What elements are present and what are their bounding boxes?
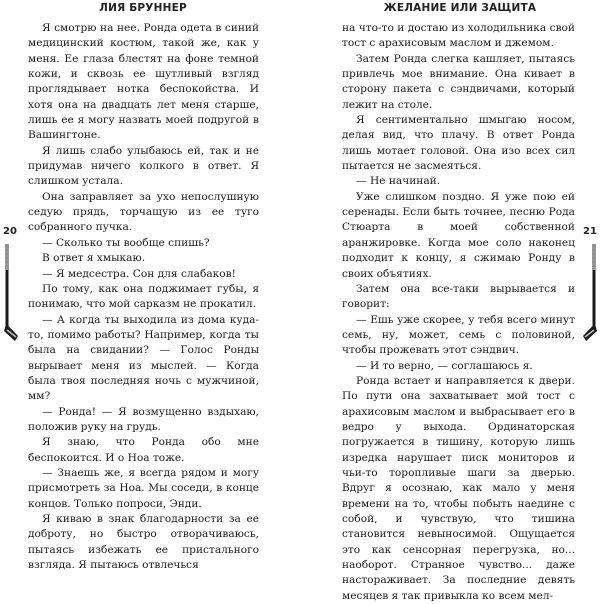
paragraph: Ронда встает и направляется к двери. По пути она захватывает мой тост с арахисовым маслом и выбрасывает его в ведро у выхода. Ординаторская погружается в тишину, которую лишь изредка нарушает писк мониторов и чьи-то торопливые шаги за дверью. Вдруг я осознаю, как мало у меня времени на то, чтобы побыть наедине с собой, и чувствую, что тишина становится невыносимой. Ощущается это как сенсорная перегрузка, но... наоборот. Странное чувство... даже настораживает. За последние девять месяцев я так привыкла ко всем мел- xyxy=(342,374,575,602)
left-page xyxy=(0,0,300,572)
paragraph: Затем она все-таки вырывается и говорит: xyxy=(342,282,575,311)
page-body-text xyxy=(342,21,575,604)
paragraph: — Я медсестра. Сон для слабаков! xyxy=(42,267,236,280)
running-head-title: ЖЕЛАНИЕ ИЛИ ЗАЩИТА xyxy=(383,2,537,14)
page-number: 21 xyxy=(583,226,597,237)
paragraph: — Ешь уже скорее, у тебя всего минут семь, ну, может, семь с половиной, чтобы прожевать этот сэндвич. xyxy=(342,313,575,357)
paragraph: — И то верно, — соглашаюсь я. xyxy=(356,359,533,372)
paragraph: В ответ я хмыкаю. xyxy=(42,252,146,265)
right-page xyxy=(300,0,600,602)
paragraph: Уже слишком поздно. Я уже пою ей серенады. Если быть точнее, песню Рода Стюарта в моей собственной аранжировке. Когда мое соло наконец подходит к концу, я сжимаю Ронду в своих объятиях. xyxy=(342,190,575,280)
running-head-author: ЛИЯ БРУННЕР xyxy=(99,2,187,14)
paragraph: — Ронда! — Я возмущенно вздыхаю, положив руку на грудь. xyxy=(28,405,259,433)
paragraph: Я лишь слабо улыбаюсь ей, так и не придумав ничего колкого в ответ. Я слишком устала. xyxy=(28,144,259,188)
paragraph: Затем Ронда слегка кашляет, пытаясь привлечь мое внимание. Она кивает в сторону пакета с сэндвичами, который лежит на столе. xyxy=(342,52,575,111)
paragraph: Она заправляет за ухо непослушную седую прядь, торчащую из ее туго собранного пучка. xyxy=(28,190,259,234)
paragraph: Я киваю в знак благодарности за ее доброту, но быстро отворачиваюсь, пытаясь избежать ее пристального взгляда. Я пытаюсь отвлечься xyxy=(28,513,259,572)
hockey-stick-icon xyxy=(1,244,21,344)
paragraph: Я знаю, что Ронда обо мне беспокоится. И о Ноа тоже. xyxy=(28,436,259,464)
hockey-stick-icon xyxy=(580,244,600,344)
paragraph: — А когда ты выходила из дома куда-то, помимо работы? Например, когда ты была на свидании? — Голос Ронды вырывает меня из мыслей. — Когда была твоя последняя ночь с мужчиной, мм? xyxy=(28,313,259,403)
paragraph: — Не начинай. xyxy=(356,175,441,188)
paragraph: Я сентиментально шмыгаю носом, делая вид, что плачу. В ответ Ронда лишь мотает головой. Она изо всех сил пытается не засмеяться. xyxy=(342,114,575,173)
paragraph: на что-то и достаю из холодильника свой тост с арахисовым маслом и джемом. xyxy=(342,22,575,50)
paragraph: Я смотрю на нее. Ронда одета в синий медицинский костюм, такой же, как у меня. Ее глаза блестят на фоне темной кожи, и сквозь ее шутливый взгляд проглядывает нотка беспокойства. И хотя она на двадцать лет меня старше, лишь ее я могу назвать моей подругой в Вашингтоне. xyxy=(28,22,259,142)
paragraph: — Сколько ты вообще спишь? xyxy=(42,236,210,249)
page-body-text xyxy=(28,21,259,573)
paragraph: По тому, как она поджимает губы, я понимаю, что мой сарказм не прокатил. xyxy=(28,282,259,311)
paragraph: — Знаешь же, я всегда рядом и могу присмотреть за Ноа. Мы соседи, в конце концов. Только попроси, Энди. xyxy=(28,466,259,510)
page-number: 20 xyxy=(3,226,17,237)
